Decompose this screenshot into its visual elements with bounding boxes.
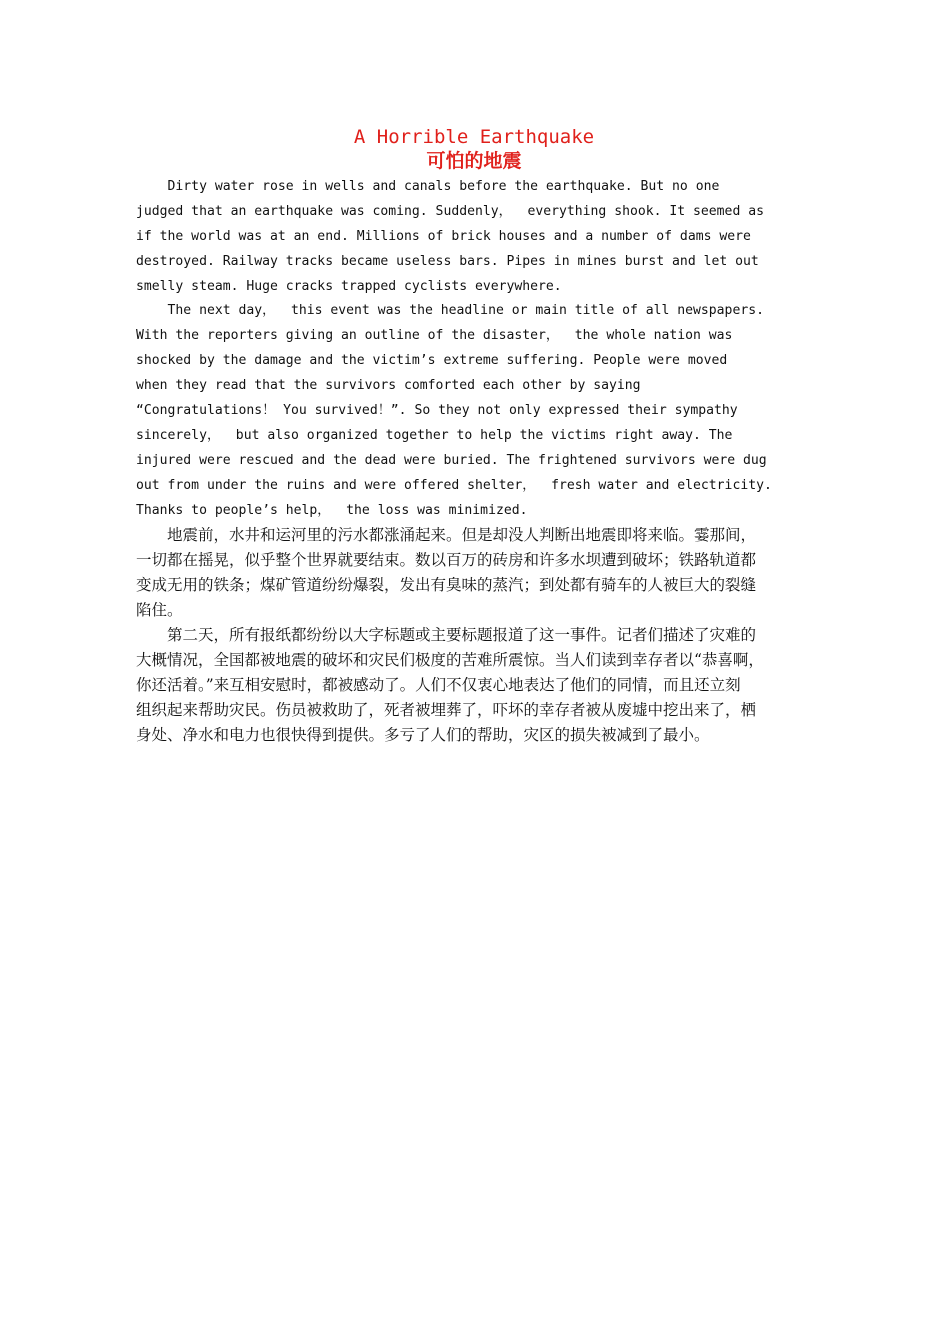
text-line: 你还活着。”来互相安慰时，都被感动了。人们不仅衷心地表达了他们的同情，而且还立刻 [136,675,741,694]
text-line: shocked by the damage and the victim’s extreme suffering. People were moved [136,353,728,369]
chinese-paragraph-2 [136,623,812,747]
text-line: 组织起来帮助灾民。伤员被救助了，死者被埋葬了，吓坏的幸存者被从废墟中挖出来了，栖 [136,700,757,719]
title-chinese: 可怕的地震 [426,150,522,172]
text-line: out from under the ruins and were offered shelter， fresh water and electricity. [136,477,772,493]
text-line: 变成无用的铁条；煤矿管道纷纷爆裂，发出有臭味的蒸汽；到处都有骑车的人被巨大的裂缝 [136,576,757,595]
text-line: injured were rescued and the dead were buried. The frightened survivors were dug [136,452,767,468]
title-english: A Horrible Earthquake [353,126,595,148]
text-line: when they read that the survivors comforted each other by saying [136,378,641,394]
text-line: judged that an earthquake was coming. Suddenly， everything shook. It seemed as [136,203,764,219]
text-line: sincerely， but also organized together to help the victims right away. The [136,427,733,443]
text-line: The next day， this event was the headline or main title of all newspapers. [136,303,764,319]
text-line: With the reporters giving an outline of the disaster， the whole nation was [136,328,733,344]
text-line: 身处、净水和电力也很快得到提供。多亏了人们的帮助，灾区的损失被减到了最小。 [136,725,710,744]
text-line: 大概情况，全国都被地震的破坏和灾民们极度的苦难所震惊。当人们读到幸存者以“恭喜啊， [136,650,764,669]
text-line: if the world was at an end. Millions of brick houses and a number of dams were [136,228,751,244]
text-line: 地震前，水井和运河里的污水都涨涌起来。但是却没人判断出地震即将来临。霎那间， [136,526,757,545]
text-line: smelly steam. Huge cracks trapped cyclists everywhere. [136,278,562,294]
text-line: “Congratulations！ You survived！”. So they not only expressed their sympathy [136,403,738,419]
english-paragraph-1 [136,175,812,299]
chinese-paragraph-1 [136,523,812,623]
text-line: 陷住。 [136,601,183,620]
text-line: Thanks to people’s help， the loss was minimized. [136,502,528,518]
text-line: Dirty water rose in wells and canals before the earthquake. But no one [136,179,720,194]
text-line: 一切都在摇晃，似乎整个世界就要结束。数以百万的砖房和许多水坝遭到破坏；铁路轨道都 [136,551,757,570]
english-paragraph-2 [136,299,812,523]
document-page [136,125,812,747]
text-line: 第二天，所有报纸都纷纷以大字标题或主要标题报道了这一事件。记者们描述了灾难的 [136,626,757,645]
text-line: destroyed. Railway tracks became useless bars. Pipes in mines burst and let out [136,253,759,269]
